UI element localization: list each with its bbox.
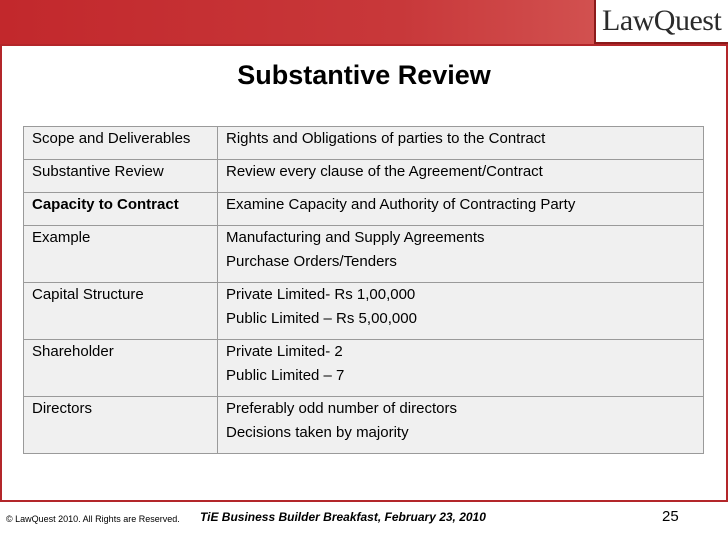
row-label: Capital Structure	[32, 286, 144, 303]
table-row	[24, 226, 704, 283]
row-detail-line: Decisions taken by majority	[226, 424, 409, 441]
row-detail-line: Public Limited – Rs 5,00,000	[226, 310, 417, 327]
row-label-cell	[24, 226, 218, 283]
table-row	[24, 193, 704, 226]
row-label: Example	[32, 229, 91, 246]
table-row	[24, 127, 704, 160]
table-row	[24, 397, 704, 454]
row-label: Scope and Deliverables	[32, 130, 191, 147]
row-detail-line: Purchase Orders/Tenders	[226, 253, 397, 270]
row-label-cell	[24, 340, 218, 397]
review-table-body	[24, 127, 704, 454]
row-label-cell	[24, 160, 218, 193]
footer-divider	[0, 500, 728, 502]
row-detail-cell	[218, 193, 704, 226]
slide-title: Substantive Review	[237, 60, 491, 90]
lawquest-logo: LawQuest	[602, 4, 722, 37]
row-label-cell	[24, 397, 218, 454]
row-label-cell	[24, 283, 218, 340]
row-detail-line: Public Limited – 7	[226, 367, 345, 384]
header-divider	[0, 44, 728, 46]
row-label: Substantive Review	[32, 163, 164, 180]
table-row	[24, 160, 704, 193]
table-row	[24, 283, 704, 340]
row-detail-line: Examine Capacity and Authority of Contracting Party	[226, 196, 576, 213]
row-label: Directors	[32, 400, 93, 417]
row-detail-line: Review every clause of the Agreement/Contract	[226, 163, 543, 180]
row-label-cell	[24, 127, 218, 160]
table-row	[24, 340, 704, 397]
footer-event-title: TiE Business Builder Breakfast, February 23, 2010	[200, 510, 486, 524]
row-detail-cell	[218, 397, 704, 454]
row-detail-cell	[218, 127, 704, 160]
footer-copyright: © LawQuest 2010. All Rights are Reserved.	[6, 514, 180, 524]
row-detail-line: Manufacturing and Supply Agreements	[226, 229, 485, 246]
row-label-cell	[24, 193, 218, 226]
row-detail-line: Private Limited- 2	[226, 343, 343, 360]
review-table	[23, 126, 704, 454]
row-label: Capacity to Contract	[32, 196, 179, 213]
row-detail-cell	[218, 160, 704, 193]
row-label: Shareholder	[32, 343, 114, 360]
left-border	[0, 46, 2, 500]
row-detail-line: Rights and Obligations of parties to the Contract	[226, 130, 546, 147]
row-detail-line: Preferably odd number of directors	[226, 400, 457, 417]
row-detail-cell	[218, 226, 704, 283]
logo-container	[594, 0, 728, 44]
page-number: 25	[662, 508, 679, 525]
row-detail-cell	[218, 283, 704, 340]
row-detail-line: Private Limited- Rs 1,00,000	[226, 286, 416, 303]
row-detail-cell	[218, 340, 704, 397]
